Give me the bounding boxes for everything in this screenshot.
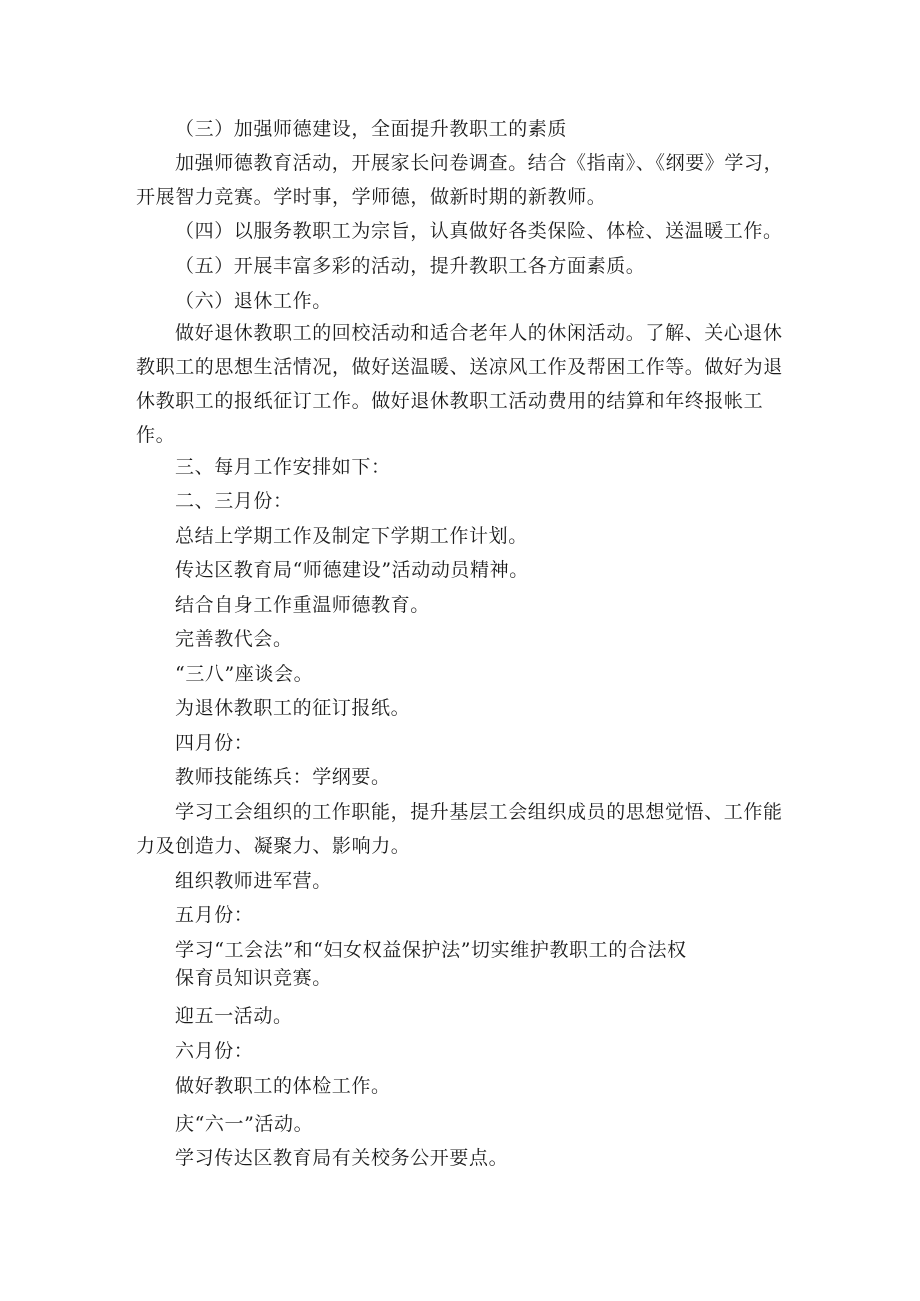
list-item: 迎五一活动。 — [175, 1005, 293, 1027]
list-item: 庆“六一”活动。 — [175, 1113, 314, 1135]
section-heading-4: （四）以服务教职工为宗旨，认真做好各类保险、体检、送温暖工作。 — [175, 220, 783, 242]
list-item: 组织教师进军营。 — [175, 870, 332, 892]
list-item: 传达区教育局“师德建设”活动动员精神。 — [175, 559, 529, 581]
list-item: 总结上学期工作及制定下学期工作计划。 — [175, 525, 528, 547]
section-heading-5: （五）开展丰富多彩的活动，提升教职工各方面素质。 — [175, 255, 646, 277]
list-item: 结合自身工作重温师德教育。 — [175, 594, 430, 616]
list-item: 学习“工会法”和“妇女权益保护法”切实维护教职工的合法权 — [175, 939, 687, 961]
month-heading-feb-mar: 二、三月份： — [175, 490, 293, 512]
paragraph-retirement-work: 做好退休教职工的回校活动和适合老年人的休闲活动。了解、关心退休教职工的思想生活情况，做好送温暖、送凉风工作及帮困工作等。做好为退休教职工的报纸征订工作。做好退休教职工活动费用的结算和年终报帐工作。 — [136, 322, 783, 446]
paragraph-ethics-education: 加强师德教育活动，开展家长问卷调查。结合《指南》、《纲要》学习，开展智力竞赛。学时事，学师德，做新时期的新教师。 — [136, 152, 784, 208]
list-item: 教师技能练兵：学纲要。 — [175, 766, 391, 788]
list-item: 完善教代会。 — [175, 628, 293, 650]
list-item: 为退休教职工的征订报纸。 — [175, 697, 411, 719]
section-heading-monthly-plan: 三、每月工作安排如下： — [175, 456, 391, 478]
month-heading-june: 六月份： — [175, 1040, 254, 1062]
month-heading-may: 五月份： — [175, 904, 254, 926]
section-heading-6: （六）退休工作。 — [175, 290, 332, 312]
month-heading-april: 四月份： — [175, 732, 254, 754]
section-heading-3: （三）加强师德建设，全面提升教职工的素质 — [175, 118, 568, 140]
list-item: 保育员知识竞赛。 — [175, 967, 332, 989]
paragraph-union-functions: 学习工会组织的工作职能，提升基层工会组织成员的思想觉悟、工作能力及创造力、凝聚力、影响力。 — [136, 801, 783, 857]
list-item: 学习传达区教育局有关校务公开要点。 — [175, 1147, 509, 1169]
list-item: 做好教职工的体检工作。 — [175, 1075, 391, 1097]
list-item: “三八”座谈会。 — [175, 663, 314, 685]
